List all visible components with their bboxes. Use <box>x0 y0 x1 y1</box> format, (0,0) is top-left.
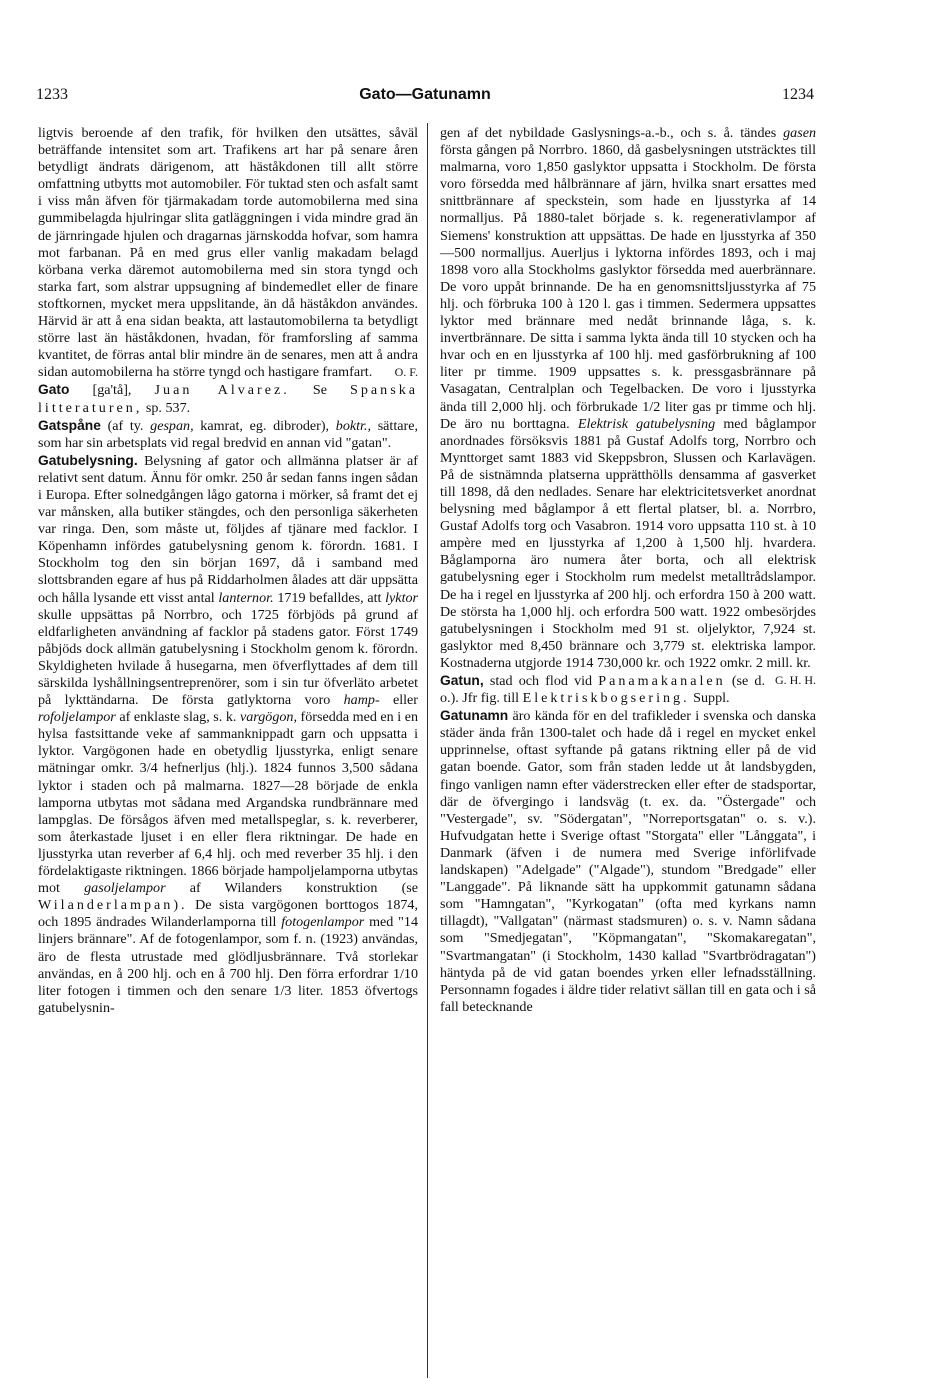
author-signature: O. F. <box>394 365 418 380</box>
headword: Gatun, <box>440 673 484 688</box>
entry-gatun <box>440 672 816 707</box>
entry-gatubelysning <box>38 452 418 1017</box>
entry-text: (se d. o.). Jfr fig. till <box>440 673 765 707</box>
headword: Gatubelysning. <box>38 452 138 468</box>
cross-reference: Spanska litteraturen, <box>38 382 419 416</box>
entry-text: med båglampor anordnades försöksvis 1881 på Gustaf Adolfs torg, Norrbro och Mynttorget samt 1883 vid Skeppsbron, Slussen och Karlavägen. På de sistnämnda platserna upprätthölls densamma af gasverket till 1898, då den nedlades. Senare har elektricitetsverket anordnat belysning med båglampor å ett flertal platser, bl. a. Norrbro, Gustaf Adolfs torg och Vasabron. 1914 voro uppsatta 110 st. à 10 ampère med en ljusstyrka af 1,200 à 1,500 hlj. hvardera. Båglamporna äro numera åter borta, och all elektrisk gatubelysning eger i Stockholm rum medelst metalltrådslampor. De ha i regel en ljusstyrka af 200 hlj. och erfordra 150 à 200 watt. De största ha 1,000 hlj. och erfordra 500 watt. 1922 ombesörjdes gatubelysningen i Stockholm med 91 st. oljelyktor, 7,924 st. gaslyktor med 8,450 brännare och 3,779 st. elektriska lampor. Kostnaderna utgjorde 1914 730,000 kr. och 1922 omkr. 2 mill. kr. <box>440 415 817 671</box>
entry-gatspane <box>38 417 418 452</box>
entry-text: af enklaste slag, s. k. <box>119 709 237 726</box>
entry-text: äro kända för en del trafikleder i svenska och danska städer ända från 1300-talet och hade då i regel en mycket enkel upprinnelse, oftast syftande på gatans riktning eller på de vid gatan boende. Gator, som från staden ledde ut åt landsbygden, fingo vanligen namn efter väderstrecken eller efter de stadsportar, där de öfvergingo i landsväg (t. ex. da. "Östergade" och "Vestergade", sv. "Södergatan", "Norreportsgatan" o. s. v.). Hufvudgatan hette i Sverige oftast "Storgata" eller "Långgata", i Danmark (äfven i de numera med Sverige införlifvade landskapen) "Adelgade" ("Algade"), stundom "Bredgade" eller "Langgade". På liknande sätt ha uppkommit gatunamn sådana som "Hamngatan", "Kyrkogatan" (ofta med kyrkans namn tillagdt), "Vallgatan" (närmast stadsmuren) o. s. v. Namn sådana som "Smedjegatan", "Köpmangatan", "Skomakaregatan", "Svartmangatan" (i Stockholm, 1430 kallad "Svartbrödragatan") häntyda på de vid gatan boendes yrken eller lefnadsställning. Personnamn fogades i äldre tider relativt sällan till en gata och i så fall betecknande <box>440 708 816 1015</box>
entry-text-italic: gasen <box>783 125 816 141</box>
entry-text-italic: lanternor. <box>218 589 274 606</box>
entry-text: sättare, som har sin arbetsplats vid regal bredvid en annan vid "gatan". <box>38 417 418 451</box>
entry-text: gen af det nybildade Gaslysnings-a.-b., och s. å. tändes <box>440 125 777 141</box>
author-signature: G. H. H. <box>775 673 816 687</box>
entry-text: kamrat, eg. dibroder), <box>200 417 330 434</box>
page-number-left: 1233 <box>36 86 68 103</box>
entry-text: af Wilanders konstruktion (se <box>189 880 419 897</box>
headword: Gato <box>38 382 70 398</box>
entry-text-italic: vargögon, <box>239 709 297 726</box>
left-column <box>38 125 418 1017</box>
entry-text: med "14 linjers brännare". Af de fotogenlampor, som f. n. (1923) användas, äro de flesta utrustade med glödljusbrännare. Två storlekar användas, en å 200 hlj. och en å 700 hlj. Den förra erfordrar 1/10 liter fotogen i timmen och den senare 1/3 liter. 1853 öfvertogs gatubelysnin- <box>38 914 418 1016</box>
cross-reference: Elektriskbogsering. <box>522 690 690 707</box>
headword: Gatspåne <box>38 417 101 433</box>
entry-text-italic: lyktor <box>385 589 419 606</box>
entry-text-italic: fotogenlampor <box>281 914 365 931</box>
running-title: Gato—Gatunamn <box>359 86 491 103</box>
entry-text-italic: rofoljelampor <box>38 709 116 726</box>
page-header <box>36 86 814 110</box>
page-number-right: 1234 <box>782 86 814 103</box>
entry-text: sp. 537. <box>145 399 191 416</box>
entry-text: försedda med en i en hylsa fastsittande veke af sammanknippadt garn och uppsatta i lyktor. Vargögonen hade en obetydlig ljusstyrka, enligt senare mätningar omkr. 3/4 hefnerljus (hlj.). 1824 funnos 3,500 sådana lyktor i staden och på malmarna. 1827—28 började de enkla lamporna utbytas mot sådana med Argandska rundbrännare med lampglas. De försågos äfven med metallspeglar, s. k. reverberer, som återkastade ljuset i en eller flera riktningar. De hade en ljusstyrka utan reverber af 6,4 hlj. och med reverber 35 hlj. i den fördelaktigaste riktningen. 1866 började hampoljelamporna utbytas mot <box>38 709 419 897</box>
entry-gato <box>38 381 418 416</box>
entry-text: (af ty. <box>107 417 144 434</box>
entry-text-italic: hamp- <box>343 692 380 709</box>
entry-text-italic: gespan, <box>150 417 194 434</box>
cross-reference: Panamakanalen <box>598 673 726 689</box>
entry-text: Se <box>312 382 327 399</box>
entry-text: skulle uppsättas på Norrbro, och 1725 förbjöds på grund af eldfarligheten användning af facklor på stadens gator. Först 1749 påbjöds dock allmän gatubelysning i Stockholm genom k. förordn. Skyldigheten hvilade å husegarna, men öfverflyttades af dem till särskilda lyshållningsentreprenörer, som i sin tur öfverläto arbetet på lykttändarna. De första gatlyktorna voro <box>38 606 418 709</box>
cross-reference: Wilanderlampan). <box>38 897 188 914</box>
entry-text-italic: Elektrisk gatubelysning <box>577 415 716 432</box>
entry-text: Suppl. <box>693 690 730 707</box>
entry-text: första gången på Norrbro. 1860, då gasbelysningen utsträcktes till malmarna, voro 1,850 gaslyktor uppsatta i Stockholm. De första voro försedda med hålbrännare af järn, hvilka snart ersattes med snittbrännare af speckstein, som hade en ljusstyrka af 14 normalljus. På 1880-talet började s. k. regenerativlampor af Siemens' konstruktion att uppsättas. De hade en ljusstyrka af 350—500 normalljus. Auerljus i lyktorna infördes 1893, och i maj 1898 voro alla Stockholms gaslyktor försedda med auerbrännare. De voro uppåt brinnande. De ha en genomsnittsljusstyrka af 75 hlj. och förbruka 100 à 120 l. gas i timmen. Sedermera uppsattes lyktor med brännare med nedåt brinnande låga, s. k. invertbrännare. De sitta i samma lykta ända till 10 stycken och ha hvar och en en ljusstyrka af 100 hlj. med gasförbrukning af 100 liter pr timme. 1909 uppsattes s. k. pressgasbrännare på Vasagatan, Centralplan och Tegelbacken. De voro i ljusstyrka ända till 2,000 hlj. och förbrukade 1/2 liter gas pr timme och hlj. De äro nu borttagna. <box>440 142 816 432</box>
column-divider <box>427 123 428 1378</box>
right-column <box>440 125 816 1016</box>
entry-text: 1719 befalldes, att <box>277 589 382 606</box>
entry-gatunamn <box>440 707 816 1016</box>
entry-text-italic: boktr., <box>335 417 371 434</box>
headword: Gatunamn <box>440 708 509 724</box>
entry-text: Belysning af gator och allmänna platser är af relativt sent datum. Ännu för omkr. 250 år sedan fanns ingen sådan i Europa. Efter solnedgången lågo gatorna i mörker, så framt det ej var månsken, alla butiker stängdes, och den personliga säkerheten var ringa. Den, som måste ut, följdes af tjänare med facklor. I Köpenhamn infördes gatubelysning genom k. förordn. 1681. I Stockholm tog den sin början 1697, då i samband med slottsbranden egare af hus på Riddarholmen ålades att där uppsätta och hålla lysande ett visst antal <box>38 452 418 606</box>
paragraph-text: ligtvis beroende af den trafik, för hvilken den utsättes, såväl beträffande intensitet som art. Trafikens art har på senare åren betydligt ändrats därigenom, att häståkdonen till allt större omfattning utbytts mot automobiler. För tuktad sten och asfalt samt i viss mån äfven för tjärmakadam torde automobilerna med sina gummibelagda hjulringar slita gatläggningen i vida mindre grad än de järnringade hjulen och dragarnas järnskodda hofvar, som hamra mot farbanan. På en med grus eller vanlig makadam belagd körbana verka däremot automobilerna med sin stora tyngd och starka fart, som alstrar uppsugning af bindemedlet eller de finare stoftkornen, mycket mera uppslitande, än då häståkdon användes. Härvid är att å ena sidan beakta, att lastautomobilerna ta betydligt större last än häståkdonen, hvadan, för framforsling af samma kvantitet, de förras antal blir mindre än de senares, men att å andra sidan automobilerna ha större tyngd och hastigare framfart. <box>38 125 418 381</box>
entry-text: stad och flod vid <box>489 673 593 689</box>
entry-text: De sista vargögonen borttogos 1874, och 1895 ändrades Wilanderlamporna till <box>38 897 418 931</box>
entry-text: eller <box>392 692 418 709</box>
entry-text: [ga'tå], <box>92 382 132 399</box>
paragraph-continuation <box>38 125 418 381</box>
entry-text: Juan Alvarez. <box>154 382 290 399</box>
entry-text-italic: gasoljelampor <box>84 880 166 897</box>
